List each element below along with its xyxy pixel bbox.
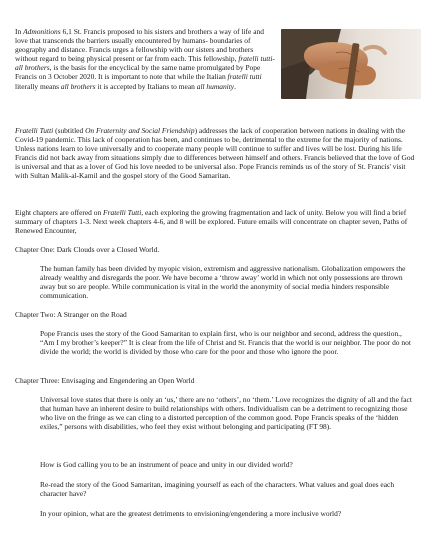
encyclical-subtitle: On Fraternity and Social Friendship <box>85 126 195 135</box>
intro-text-6: . <box>234 81 236 91</box>
fratelli-tutti-term: fratelli tutti <box>227 72 262 82</box>
reflection-question-3: In your opinion, what are the greatest detriments to envisioning/engendering a more inclusive world? <box>40 509 342 518</box>
intro-text-5: it is accepted by Italians to mean <box>95 81 197 91</box>
encyclical-title: Fratelli Tutti <box>15 126 54 135</box>
reflection-question-2: Re-read the story of the Good Samaritan, imagining yourself as each of the characters. What values and goal does each character have? <box>40 480 395 499</box>
intro-text-1: In <box>15 27 24 36</box>
intro-text-3: , is the basis for the encyclical by the same name promulgated by Pope Francis on 3 October 2020. It is important to note that while the Italian <box>15 63 261 82</box>
chapters-intro-paragraph <box>15 208 418 235</box>
chapter-two-body: Pope Francis uses the story of the Good Samaritan to explain first, who is our neighbor and second, address the question., “Am I my brother’s keeper?” It is clear from the life of Christ and St. Francis that the world is our neighbor. The poor do not divide the world; the world is divided by those who care for the poor and those who ignore the poor. <box>40 329 411 357</box>
chapters-intro-text-1: Eight chapters are offered on <box>15 208 104 217</box>
chapters-intro-title: Fratelli Tutti <box>103 208 142 217</box>
intro-text-4: literally means <box>15 81 61 91</box>
all-humanity-term: all humanity <box>196 81 235 91</box>
summary-text-1: (subtitled <box>53 126 86 135</box>
summary-paragraph <box>15 126 418 181</box>
elderly-hands-photo <box>281 29 421 99</box>
reflection-question-1: How is God calling you to be an instrument of peace and unity in our divided world? <box>40 460 293 469</box>
chapter-three-body: Universal love states that there is only an ‘us,’ there are no ‘others’, no ‘them.’ Love recognizes the dignity of all and the fact that human have an inherent desire to build relationships with others. Individualism can be a detriment to recognizing those who live on the fringe as we can cling to a distorted perception of the common good. Pope Francis speaks of the ‘hidden exiles,” persons with disabilities, who feel they exist without belonging and participating (FT 98). <box>40 395 412 432</box>
all-brothers-term: all brothers <box>60 81 96 91</box>
fratelli-tutti-all-term: fratelli tutti- all brothers <box>15 54 275 73</box>
hands-cane-icon <box>281 29 421 99</box>
intro-paragraph <box>15 27 277 91</box>
summary-text-2: ) addresses the lack of cooperation between nations in dealing with the Covid-19 pandemic. This lack of cooperation has been, and continues to be, detrimental to the extreme for the majority of nations. Unless nations learn to love universally and to cooperate many people will continue to suffer and lives will be lost. During his life Francis did not back away from situations simply due to differences between himself and others. Francis believed that the love of God is universal and that as a lover of God his love needed to be universal also. Pope Francis reminds us of the story of St. Francis' visit with Sultan Malik-al-Kamil and the gospel story of the Good Samaritan. <box>15 126 415 181</box>
chapters-intro-text-2: , each exploring the growing fragmentation and lack of unity. Below you will find a brief summary of chapters 1-3. Next week chapters 4-6, and 8 will be explored. Future emails will concentrate on chapter seven, Paths of Renewed Encounter, <box>15 208 408 236</box>
chapter-one-body: The human family has been divided by myopic vision, extremism and aggressive nationalism. Globalization empowers the already wealthy and disregards the poor. We have become a ‘throw away’ world in which not only possessions are thrown away but so are people. While communication is vital in the world the anonymity of social media hinders responsible communication. <box>40 264 406 301</box>
intro-text-2: 6,1 St. Francis proposed to his sisters and brothers a way of life and love that transcends the barriers usually encountered by humans- boundaries of geography and distance. Francis urges a fellowship with our sisters and brothers without regard to being physical present or far from each. This fellowship, <box>15 27 264 64</box>
chapter-two-heading: Chapter Two: A Stranger on the Road <box>15 310 127 319</box>
chapter-three-heading: Chapter Three: Envisaging and Engendering an Open World <box>15 376 195 385</box>
chapter-one-heading: Chapter One: Dark Clouds over a Closed World. <box>15 245 160 254</box>
admonitions-title: Admonitions <box>23 27 61 36</box>
